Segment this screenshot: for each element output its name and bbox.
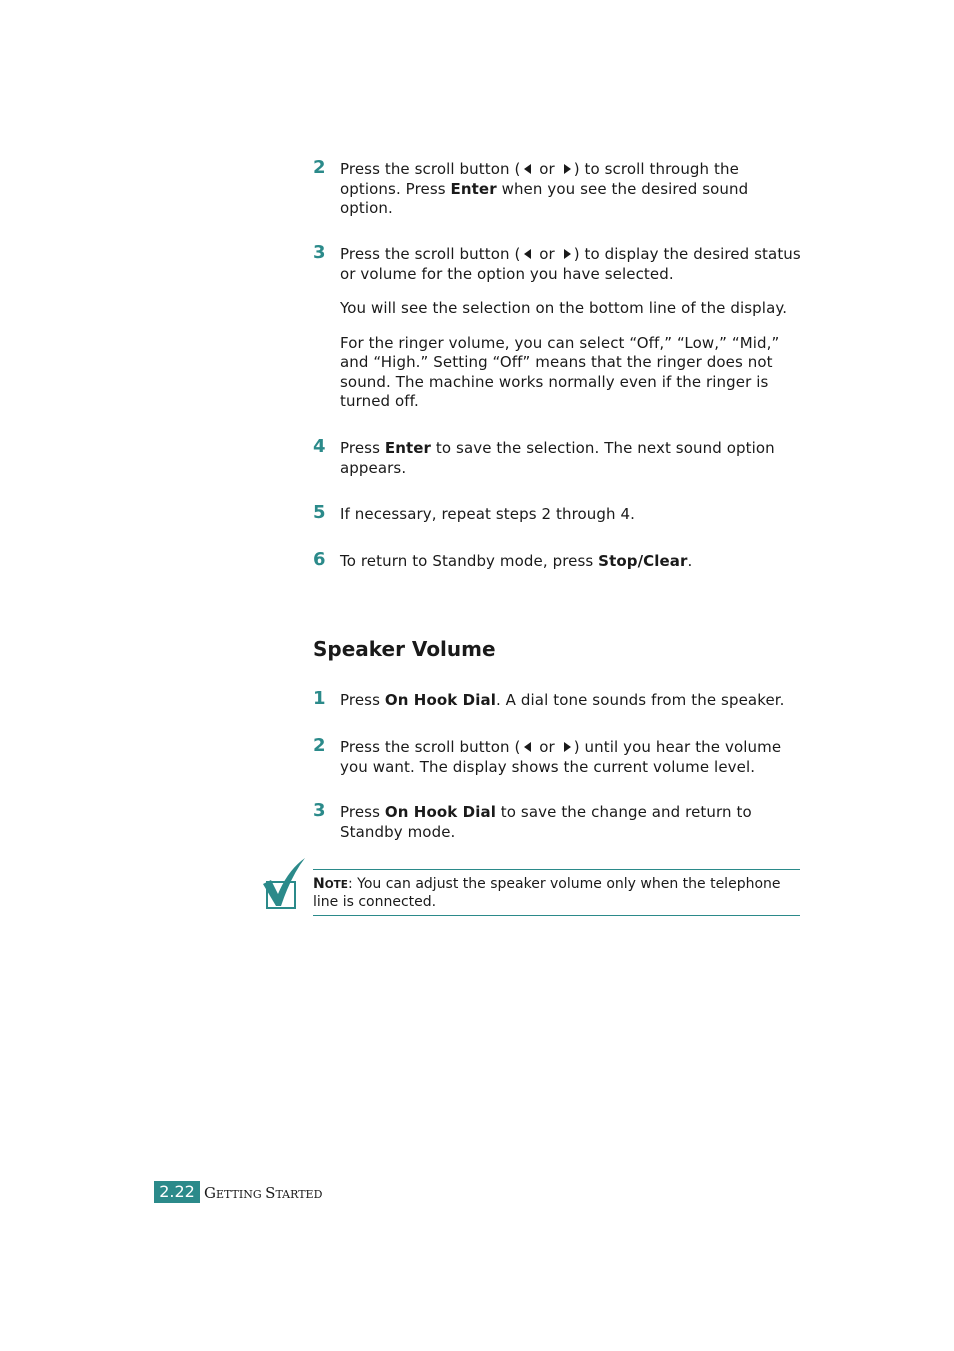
- step-number: 2: [313, 735, 326, 756]
- step-text: Press the scroll button ( or ) to display the desired status or volume for the option you have selected. You will see the selection on the bottom line of the display. For the ringer volume, you can select “Off,” “Low,” “Mid,” and “High.” Setting “Off” means that the ringer does not sound. The machine works normally even if the ringer is turned off.: [340, 245, 803, 412]
- chapter-title: GETTING STARTED: [204, 1184, 323, 1202]
- page-number-badge: 2.22: [154, 1181, 200, 1203]
- step-text: Press On Hook Dial to save the change and return to Standby mode.: [340, 803, 752, 841]
- step-number: 3: [313, 800, 326, 821]
- note-text: NOTE: You can adjust the speaker volume only when the telephone line is connected.: [313, 876, 781, 910]
- step-text: Press the scroll button ( or ) until you hear the volume you want. The display shows the current volume level.: [340, 738, 782, 776]
- step-number: 1: [313, 688, 326, 709]
- step-text: To return to Standby mode, press Stop/Clear.: [340, 552, 693, 570]
- step-number: 6: [313, 549, 326, 570]
- speaker-step-2: [313, 735, 803, 777]
- step-paragraph: For the ringer volume, you can select “Off,” “Low,” “Mid,” and “High.” Setting “Off” means that the ringer does not sound. The machine works normally even if the ringer is turned off.: [340, 333, 780, 410]
- checkmark-note-icon: [261, 856, 307, 912]
- step-paragraph: You will see the selection on the bottom line of the display.: [340, 299, 788, 317]
- speaker-step-1: [313, 688, 803, 711]
- step-3: [313, 242, 803, 412]
- step-4: [313, 436, 803, 478]
- step-text: Press Enter to save the selection. The next sound option appears.: [340, 439, 775, 477]
- triangle-right-icon: [564, 249, 571, 259]
- step-number: 4: [313, 436, 326, 457]
- triangle-left-icon: [524, 742, 531, 752]
- step-number: 2: [313, 157, 326, 178]
- section-title: Speaker Volume: [313, 637, 496, 661]
- step-text: If necessary, repeat steps 2 through 4.: [340, 505, 636, 523]
- note-box: [313, 869, 800, 916]
- step-number: 5: [313, 502, 326, 523]
- step-5: [313, 502, 803, 525]
- step-number: 3: [313, 242, 326, 263]
- triangle-left-icon: [524, 249, 531, 259]
- step-text: Press On Hook Dial. A dial tone sounds from the speaker.: [340, 691, 785, 709]
- triangle-right-icon: [564, 742, 571, 752]
- triangle-left-icon: [524, 164, 531, 174]
- speaker-step-3: [313, 800, 803, 842]
- step-text: Press the scroll button ( or ) to scroll through the options. Press Enter when you see the desired sound option.: [340, 160, 749, 217]
- step-2: [313, 157, 803, 219]
- step-6: [313, 549, 803, 572]
- triangle-right-icon: [564, 164, 571, 174]
